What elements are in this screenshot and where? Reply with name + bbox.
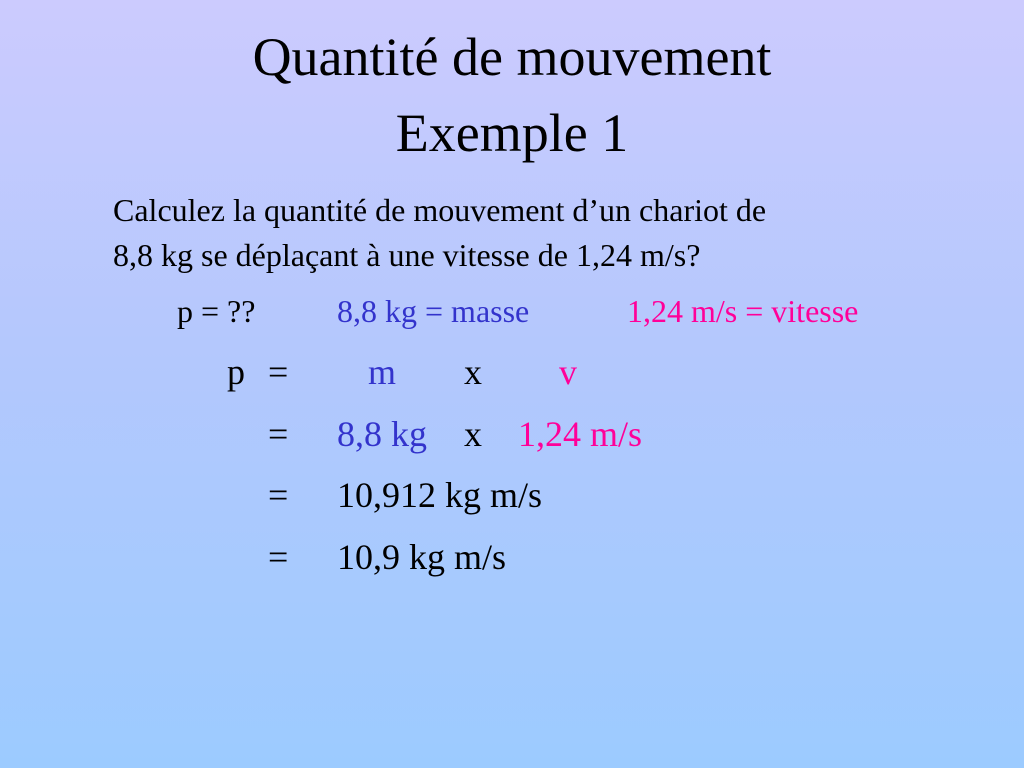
formula-p: p [227,352,245,392]
formula-times: x [464,352,482,392]
formula-equals: = [268,352,289,392]
result-raw-value: 10,912 kg m/s [337,475,543,515]
result-raw-equals: = [268,475,289,515]
given-unknown: p = ?? [177,293,256,329]
substitution-times: x [464,414,482,454]
slide-title-line-1: Quantité de mouvement [252,27,772,87]
problem-statement-line-2: 8,8 kg se déplaçant à une vitesse de 1,24 m/s? [113,237,701,273]
slide-title-line-2: Exemple 1 [395,103,629,163]
substitution-mass: 8,8 kg [337,414,427,454]
result-rounded-value: 10,9 kg m/s [337,537,507,577]
problem-statement-line-1: Calculez la quantité de mouvement d’un chariot de [113,192,767,228]
substitution-velocity: 1,24 m/s [518,414,643,454]
formula-mass-symbol: m [368,352,397,392]
substitution-equals: = [268,414,289,454]
formula-velocity-symbol: v [559,352,577,392]
given-velocity: 1,24 m/s = vitesse [627,293,859,329]
given-mass: 8,8 kg = masse [337,293,530,329]
result-rounded-equals: = [268,537,289,577]
